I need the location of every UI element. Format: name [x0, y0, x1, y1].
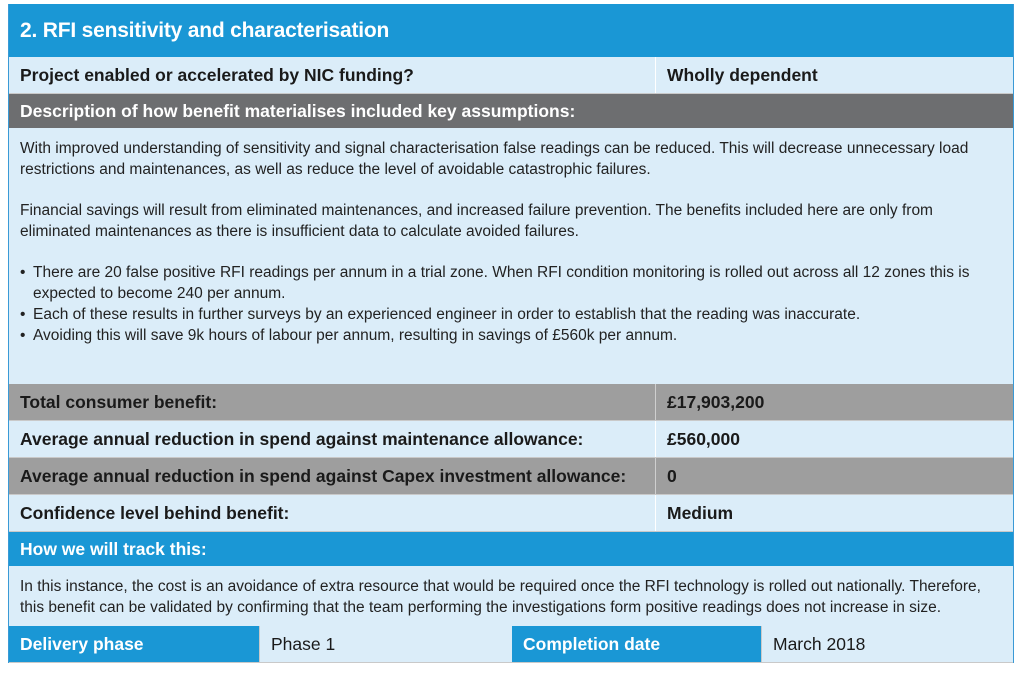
benefit-label: Confidence level behind benefit:: [20, 502, 290, 523]
list-item: • Avoiding this will save 9k hours of labour per annum, resulting in savings of £560k per annum.: [20, 325, 1002, 346]
delivery-phase-value: Phase 1: [259, 626, 512, 662]
benefit-row-total: [9, 384, 1013, 421]
description-heading: Description of how benefit materialises included key assumptions:: [9, 94, 1013, 128]
benefit-row-confidence: [9, 495, 1013, 532]
list-item: • There are 20 false positive RFI readings per annum in a trial zone. When RFI condition monitoring is rolled out across all 12 zones this is expected to become 240 per annum.: [20, 262, 1002, 304]
benefit-value: £17,903,200: [655, 384, 1013, 420]
footer-row: [9, 626, 1013, 663]
description-body: [9, 128, 1013, 358]
benefit-value: 0: [655, 458, 1013, 494]
completion-date-label: Completion date: [512, 626, 761, 662]
benefit-label: Average annual reduction in spend against maintenance allowance:: [20, 428, 584, 449]
completion-date-value: March 2018: [761, 626, 1013, 662]
description-paragraph-2: Financial savings will result from eliminated maintenances, and increased failure prevention. The benefits included here are only from eliminated maintenances as there is insufficient data to calculate avoided failures.: [20, 202, 933, 240]
tracking-body: In this instance, the cost is an avoidance of extra resource that would be required once the RFI technology is rolled out nationally. Therefore, this benefit can be validated by confirming that the team performing the investigations form positive readings does not increase in size.: [9, 566, 1013, 626]
benefit-row-maintenance: [9, 421, 1013, 458]
benefit-row-capex: [9, 458, 1013, 495]
funding-value: Wholly dependent: [655, 57, 1013, 93]
benefit-table: [8, 4, 1014, 663]
benefit-label: Average annual reduction in spend against Capex investment allowance:: [20, 465, 627, 486]
benefit-value: £560,000: [655, 421, 1013, 457]
list-item: • Each of these results in further surveys by an experienced engineer in order to establish that the reading was inaccurate.: [20, 304, 1002, 325]
funding-label: Project enabled or accelerated by NIC funding?: [20, 64, 414, 85]
funding-row: [9, 57, 1013, 94]
benefit-label: Total consumer benefit:: [20, 391, 218, 412]
section-title: 2. RFI sensitivity and characterisation: [9, 4, 1013, 57]
assumption-list: [20, 262, 1002, 346]
benefit-value: Medium: [655, 495, 1013, 531]
description-paragraph-1: With improved understanding of sensitivity and signal characterisation false readings can be reduced. This will decrease unnecessary load restrictions and maintenances, as well as reduce the level of avoidable catastrophic failures.: [20, 140, 969, 178]
spacer: [9, 358, 1013, 384]
tracking-heading: How we will track this:: [9, 532, 1013, 566]
delivery-phase-label: Delivery phase: [9, 626, 259, 662]
